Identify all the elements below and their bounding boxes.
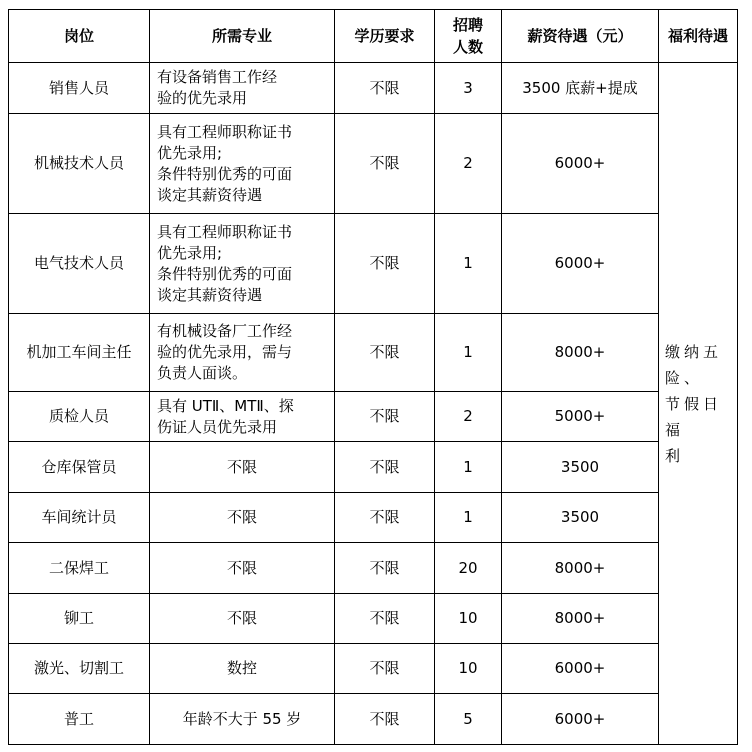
major-cell bbox=[150, 644, 335, 694]
major-cell bbox=[150, 594, 335, 644]
education-cell: 不限 bbox=[335, 314, 435, 392]
recruitment-table-wrapper bbox=[8, 9, 738, 745]
position-cell: 仓库保管员 bbox=[9, 442, 150, 493]
header-count bbox=[435, 10, 502, 63]
position-cell: 销售人员 bbox=[9, 63, 150, 114]
header-position: 岗位 bbox=[9, 10, 150, 63]
major-line: 优先录用; bbox=[157, 243, 223, 262]
major-line: 有设备销售工作经 bbox=[157, 68, 278, 86]
salary-cell: 6000+ bbox=[502, 214, 659, 314]
major-line: 条件特别优秀的可面 bbox=[157, 264, 293, 283]
major-line: 年龄不大于 55 岁 bbox=[182, 709, 302, 728]
count-cell: 2 bbox=[435, 114, 502, 214]
major-line: 数控 bbox=[226, 659, 257, 677]
major-line: 具有工程师职称证书 bbox=[157, 222, 293, 241]
salary-cell: 6000+ bbox=[502, 694, 659, 745]
count-cell: 10 bbox=[435, 594, 502, 644]
salary-cell: 6000+ bbox=[502, 114, 659, 214]
header-count-line2: 人数 bbox=[452, 38, 483, 56]
major-cell bbox=[150, 214, 335, 314]
major-cell bbox=[150, 314, 335, 392]
count-cell: 2 bbox=[435, 392, 502, 442]
major-line: 有机械设备厂工作经 bbox=[157, 322, 293, 340]
major-line: 伤证人员优先录用 bbox=[157, 417, 278, 436]
table-row bbox=[9, 644, 738, 694]
major-line: 具有工程师职称证书 bbox=[157, 122, 293, 141]
table-row bbox=[9, 543, 738, 594]
count-cell: 10 bbox=[435, 644, 502, 694]
salary-cell: 6000+ bbox=[502, 644, 659, 694]
benefits-line: 利 bbox=[665, 446, 685, 465]
major-line: 不限 bbox=[226, 609, 257, 627]
count-cell: 1 bbox=[435, 214, 502, 314]
major-cell bbox=[150, 63, 335, 114]
education-cell: 不限 bbox=[335, 594, 435, 644]
table-row bbox=[9, 442, 738, 493]
salary-cell: 5000+ bbox=[502, 392, 659, 442]
major-cell bbox=[150, 543, 335, 594]
position-cell: 铆工 bbox=[9, 594, 150, 644]
education-cell: 不限 bbox=[335, 392, 435, 442]
salary-cell: 8000+ bbox=[502, 543, 659, 594]
count-cell: 5 bbox=[435, 694, 502, 745]
salary-cell: 8000+ bbox=[502, 314, 659, 392]
benefits-line: 节假日福 bbox=[665, 394, 723, 439]
education-cell: 不限 bbox=[335, 694, 435, 745]
table-row bbox=[9, 214, 738, 314]
count-cell: 1 bbox=[435, 493, 502, 543]
count-cell: 1 bbox=[435, 314, 502, 392]
header-education: 学历要求 bbox=[335, 10, 435, 63]
table-row bbox=[9, 493, 738, 543]
major-cell bbox=[150, 114, 335, 214]
benefits-line: 险、 bbox=[665, 368, 704, 387]
header-count-line1: 招聘 bbox=[452, 16, 483, 34]
table-row bbox=[9, 694, 738, 745]
major-line: 条件特别优秀的可面 bbox=[157, 164, 293, 183]
major-cell bbox=[150, 493, 335, 543]
table-header-row bbox=[9, 10, 738, 63]
header-major: 所需专业 bbox=[150, 10, 335, 63]
table-row bbox=[9, 314, 738, 392]
education-cell: 不限 bbox=[335, 493, 435, 543]
count-cell: 1 bbox=[435, 442, 502, 493]
education-cell: 不限 bbox=[335, 644, 435, 694]
education-cell: 不限 bbox=[335, 214, 435, 314]
major-line: 不限 bbox=[226, 558, 257, 577]
count-cell: 3 bbox=[435, 63, 502, 114]
table-row bbox=[9, 63, 738, 114]
major-cell bbox=[150, 694, 335, 745]
major-line: 不限 bbox=[226, 457, 257, 476]
major-line: 谈定其薪资待遇 bbox=[157, 185, 263, 204]
salary-cell: 3500 bbox=[502, 493, 659, 543]
major-cell bbox=[150, 392, 335, 442]
major-cell bbox=[150, 442, 335, 493]
position-cell: 普工 bbox=[9, 694, 150, 745]
major-line: 具有 UTⅡ、MTⅡ、探 bbox=[157, 396, 294, 415]
table-row bbox=[9, 114, 738, 214]
position-cell: 机械技术人员 bbox=[9, 114, 150, 214]
position-cell: 电气技术人员 bbox=[9, 214, 150, 314]
major-line: 优先录用; bbox=[157, 143, 223, 162]
salary-cell: 3500 底薪+提成 bbox=[502, 63, 659, 114]
header-benefits: 福利待遇 bbox=[659, 10, 738, 63]
major-line: 验的优先录用，需与 bbox=[157, 343, 293, 361]
count-cell: 20 bbox=[435, 543, 502, 594]
major-line: 不限 bbox=[226, 508, 257, 526]
table-row bbox=[9, 392, 738, 442]
header-salary: 薪资待遇（元） bbox=[502, 10, 659, 63]
benefits-cell bbox=[659, 63, 738, 745]
table-row bbox=[9, 594, 738, 644]
position-cell: 车间统计员 bbox=[9, 493, 150, 543]
major-line: 谈定其薪资待遇 bbox=[157, 285, 263, 304]
education-cell: 不限 bbox=[335, 442, 435, 493]
position-cell: 机加工车间主任 bbox=[9, 314, 150, 392]
benefits-line: 缴纳五 bbox=[665, 342, 723, 361]
major-line: 负责人面谈。 bbox=[157, 364, 248, 382]
salary-cell: 8000+ bbox=[502, 594, 659, 644]
position-cell: 质检人员 bbox=[9, 392, 150, 442]
position-cell: 二保焊工 bbox=[9, 543, 150, 594]
education-cell: 不限 bbox=[335, 63, 435, 114]
position-cell: 激光、切割工 bbox=[9, 644, 150, 694]
education-cell: 不限 bbox=[335, 114, 435, 214]
education-cell: 不限 bbox=[335, 543, 435, 594]
recruitment-table bbox=[8, 9, 738, 745]
major-line: 验的优先录用 bbox=[157, 89, 248, 107]
salary-cell: 3500 bbox=[502, 442, 659, 493]
table-body bbox=[9, 63, 738, 745]
